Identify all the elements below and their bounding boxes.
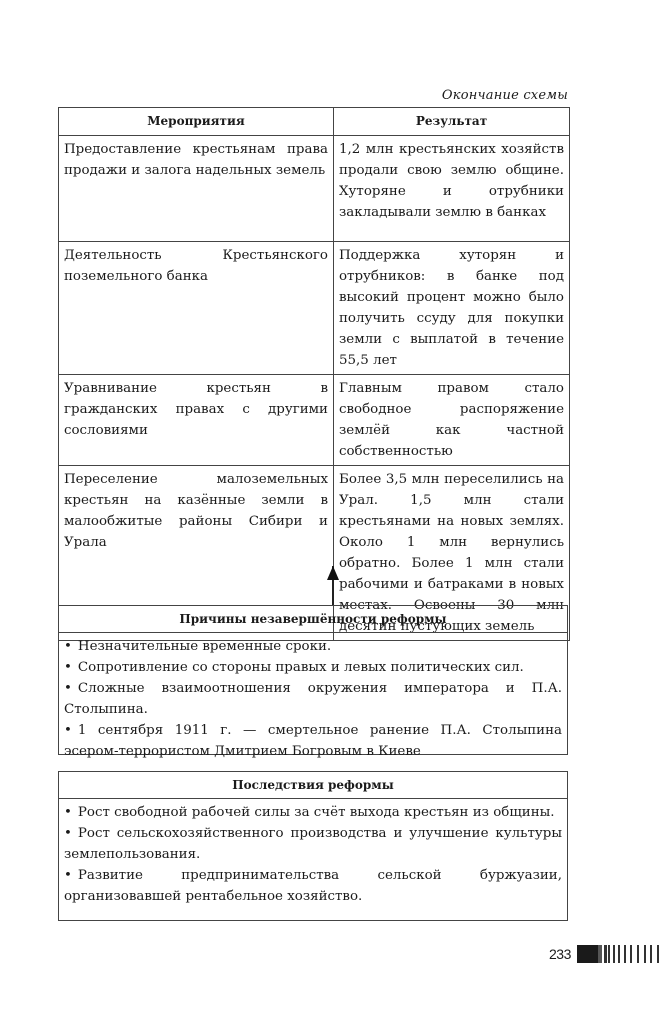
reform-measures-table: [58, 107, 570, 641]
table-row: [59, 375, 570, 466]
table-header-row: [59, 108, 570, 136]
table-row: [59, 136, 570, 242]
column-header-measures: Мероприятия: [59, 108, 334, 136]
list-item: • Развитие предпринимательства сельской буржуазии, организовавшей рентабельное хозяйство.: [64, 865, 562, 907]
list-item: • Рост сельскохозяйственного производства и улучшение культуры землепользования.: [64, 823, 562, 865]
causes-box: [58, 605, 568, 759]
measure-cell: Переселение малоземельных крестьян на казённые земли в малообжитые районы Сибири и Урала: [59, 466, 334, 641]
result-cell: 1,2 млн крестьянских хозяйств продали свою землю общине. Хуторяне и отрубники закладывали землю в банках: [334, 136, 570, 242]
arrow-up-icon: [327, 566, 339, 580]
list-item: • Рост свободной рабочей силы за счёт выхода крестьян из общины.: [64, 802, 562, 823]
result-cell: Более 3,5 млн переселились на Урал. 1,5 млн стали крестьянами на новых землях. Около 1 млн вернулись обратно. Более 1 млн стали рабочими и батраками в новых местах. Освоены 30 млн десятин пустующих земель: [334, 466, 570, 641]
result-cell: Главным правом стало свободное распоряжение землёй как частной собственностью: [334, 375, 570, 466]
column-header-result: Результат: [334, 108, 570, 136]
list-item: • Сложные взаимоотношения окружения императора и П.А. Столыпина.: [64, 678, 562, 720]
table-row: [59, 242, 570, 375]
causes-list: [59, 633, 567, 766]
list-item: • Незначительные временные сроки.: [64, 636, 562, 657]
causes-title: Причины незавершённости реформы: [59, 606, 567, 633]
list-item: • Сопротивление со стороны правых и левых политических сил.: [64, 657, 562, 678]
page-number: 233: [549, 946, 571, 962]
result-cell: Поддержка хуторян и отрубников: в банке под высокий процент можно было получить ссуду для покупки земли с выплатой в течение 55,5 лет: [334, 242, 570, 375]
consequences-box: [58, 771, 568, 921]
scheme-caption: Окончание схемы: [441, 88, 568, 103]
measure-cell: Деятельность Крестьянского поземельного банка: [59, 242, 334, 375]
measure-cell: Предоставление крестьянам права продажи и залога надельных земель: [59, 136, 334, 242]
page-marker-bar: [577, 945, 659, 963]
measure-cell: Уравнивание крестьян в гражданских правах с другими сословиями: [59, 375, 334, 466]
consequences-title: Последствия реформы: [59, 772, 567, 799]
consequences-list: [59, 799, 567, 911]
list-item: • 1 сентября 1911 г. — смертельное ранение П.А. Столыпина эсером-террористом Дмитрием Богровым в Киеве: [64, 720, 562, 762]
